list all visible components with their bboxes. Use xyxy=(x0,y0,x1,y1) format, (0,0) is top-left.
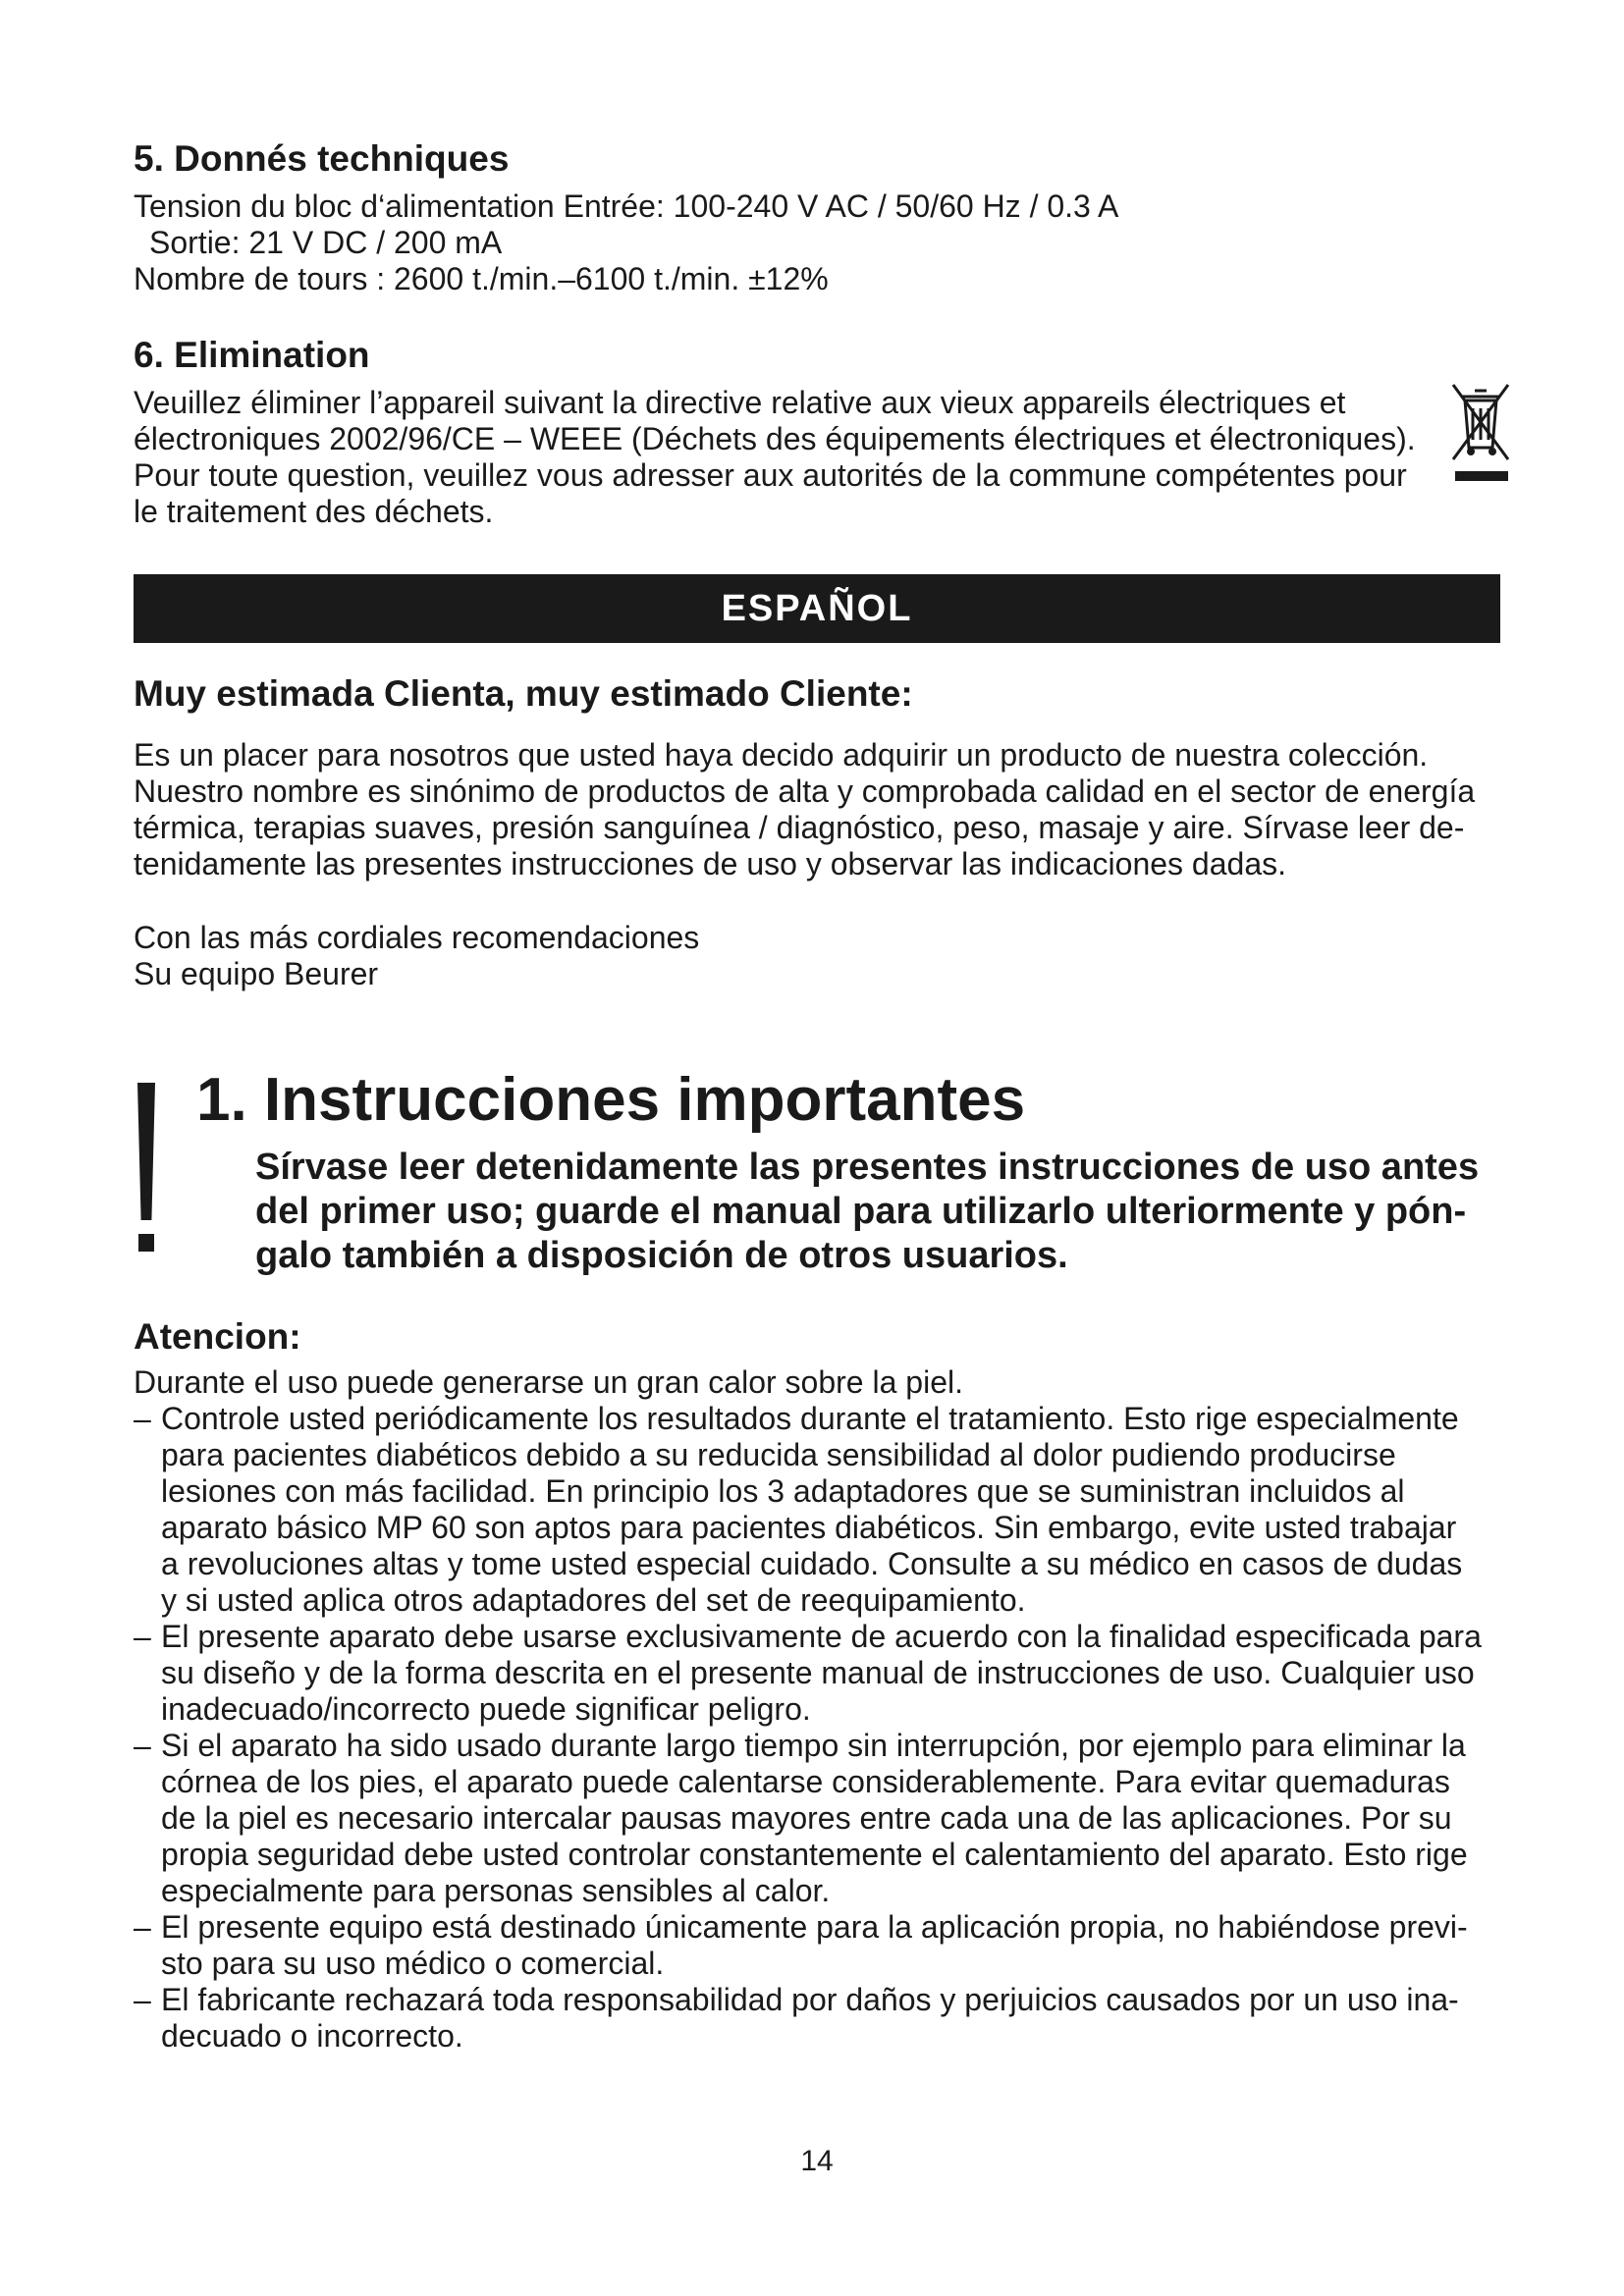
exclamation-icon xyxy=(134,1083,159,1252)
text-line: El presente aparato debe usarse exclusivamente de acuerdo con la finalidad especificada para xyxy=(161,1619,1482,1654)
section-attention xyxy=(134,1315,1528,2055)
dash-marker: – xyxy=(134,1619,151,1654)
section-title: 6. Elimination xyxy=(134,335,370,375)
important-title: 1. Instrucciones importantes xyxy=(196,1066,1026,1134)
greeting-title: Muy estimada Clienta, muy estimado Cliente: xyxy=(134,673,913,714)
section-body xyxy=(134,385,1500,530)
important-warning xyxy=(255,1146,1479,1278)
text-line: El presente equipo está destinado únicamente para la aplicación propia, no habiéndose previ- xyxy=(161,1909,1468,1945)
text-line: Es un placer para nosotros que usted haya decido adquirir un producto de nuestra colección. xyxy=(134,737,1429,773)
text-line: électroniques 2002/96/CE – WEEE (Déchets des équipements électriques et électroniques). xyxy=(134,421,1416,456)
text-line: inadecuado/incorrecto puede significar peligro. xyxy=(161,1691,811,1727)
section-technical-data xyxy=(134,137,1118,297)
section-greeting xyxy=(134,672,1475,992)
list-item xyxy=(134,1728,1528,1909)
text-line: y si usted aplica otros adaptadores del set de reequipamiento. xyxy=(161,1582,1026,1618)
list-item xyxy=(134,1909,1528,1982)
text-line: propia seguridad debe usted controlar constantemente el calentamiento del aparato. Esto rige xyxy=(161,1837,1468,1872)
crossed-out-wheelie-bin-icon xyxy=(1451,383,1510,489)
list-item xyxy=(134,1982,1528,2055)
list-item xyxy=(134,1619,1528,1728)
page-number: 14 xyxy=(800,2145,834,2177)
greeting-body xyxy=(134,737,1475,882)
text-line: Su equipo Beurer xyxy=(134,956,379,991)
text-line: córnea de los pies, el aparato puede calentarse considerablemente. Para evitar quemaduras xyxy=(161,1764,1450,1799)
text-line: tenidamente las presentes instrucciones de uso y observar las indicaciones dadas. xyxy=(134,846,1286,881)
section-elimination xyxy=(134,334,1500,530)
text-line: aparato básico MP 60 son aptos para pacientes diabéticos. Sin embargo, evite usted trabajar xyxy=(161,1510,1457,1545)
language-banner: ESPAÑOL xyxy=(134,574,1500,643)
text-line: a revoluciones altas y tome usted especial cuidado. Consulte a su médico en casos de dudas xyxy=(161,1546,1463,1581)
text-line: Si el aparato ha sido usado durante largo tiempo sin interrupción, por ejemplo para eliminar la xyxy=(161,1728,1466,1763)
text-line: para pacientes diabéticos debido a su reducida sensibilidad al dolor pudiendo producirse xyxy=(161,1437,1396,1472)
text-line: lesiones con más facilidad. En principio los 3 adaptadores que se suministran incluidos al xyxy=(161,1473,1405,1509)
text-line: térmica, terapias suaves, presión sanguínea / diagnóstico, peso, masaje y aire. Sírvase leer de- xyxy=(134,810,1465,845)
section-body xyxy=(134,188,1118,297)
text-line: Con las más cordiales recomendaciones xyxy=(134,920,700,955)
text-line: decuado o incorrecto. xyxy=(161,2018,463,2054)
text-line: El fabricante rechazará toda responsabilidad por daños y perjuicios causados por un uso ina- xyxy=(161,1982,1459,2017)
text-line: Veuillez éliminer l’appareil suivant la directive relative aux vieux appareils électriques et xyxy=(134,385,1346,420)
list-item xyxy=(134,1401,1528,1619)
text-line: Pour toute question, veuillez vous adresser aux autorités de la commune compétentes pour xyxy=(134,457,1407,493)
attention-title: Atencion: xyxy=(134,1316,301,1357)
dash-marker: – xyxy=(134,1909,151,1945)
text-line: Durante el uso puede generarse un gran calor sobre la piel. xyxy=(134,1364,963,1400)
text-line: sto para su uso médico o comercial. xyxy=(161,1946,665,1981)
dash-marker: – xyxy=(134,1982,151,2017)
text-line: de la piel es necesario intercalar pausas mayores entre cada una de las aplicaciones. Por su xyxy=(161,1800,1452,1836)
dash-marker: – xyxy=(134,1401,151,1436)
text-line: Sírvase leer detenidamente las presentes instrucciones de uso antes xyxy=(255,1147,1480,1188)
greeting-signature xyxy=(134,920,1475,992)
text-line: le traitement des déchets. xyxy=(134,494,494,529)
section-title: 5. Donnés techniques xyxy=(134,138,510,179)
dash-marker: – xyxy=(134,1728,151,1763)
text-line: especialmente para personas sensibles al calor. xyxy=(161,1873,831,1908)
text-line: su diseño y de la forma descrita en el presente manual de instrucciones de uso. Cualquier uso xyxy=(161,1655,1475,1690)
text-line: Nuestro nombre es sinónimo de productos de alta y comprobada calidad en el sector de energía xyxy=(134,774,1476,809)
text-line: Controle usted periódicamente los resultados durante el tratamiento. Esto rige especialmente xyxy=(161,1401,1459,1436)
text-line: Sortie: 21 V DC / 200 mA xyxy=(149,225,503,260)
text-line: del primer uso; guarde el manual para utilizarlo ulteriormente y pón- xyxy=(255,1191,1467,1232)
attention-body xyxy=(134,1364,1528,2055)
text-line: Nombre de tours : 2600 t./min.–6100 t./min. ±12% xyxy=(134,261,829,296)
text-line: Tension du bloc d‘alimentation Entrée: 100-240 V AC / 50/60 Hz / 0.3 A xyxy=(134,188,1119,224)
text-line: galo también a disposición de otros usuarios. xyxy=(255,1235,1068,1276)
